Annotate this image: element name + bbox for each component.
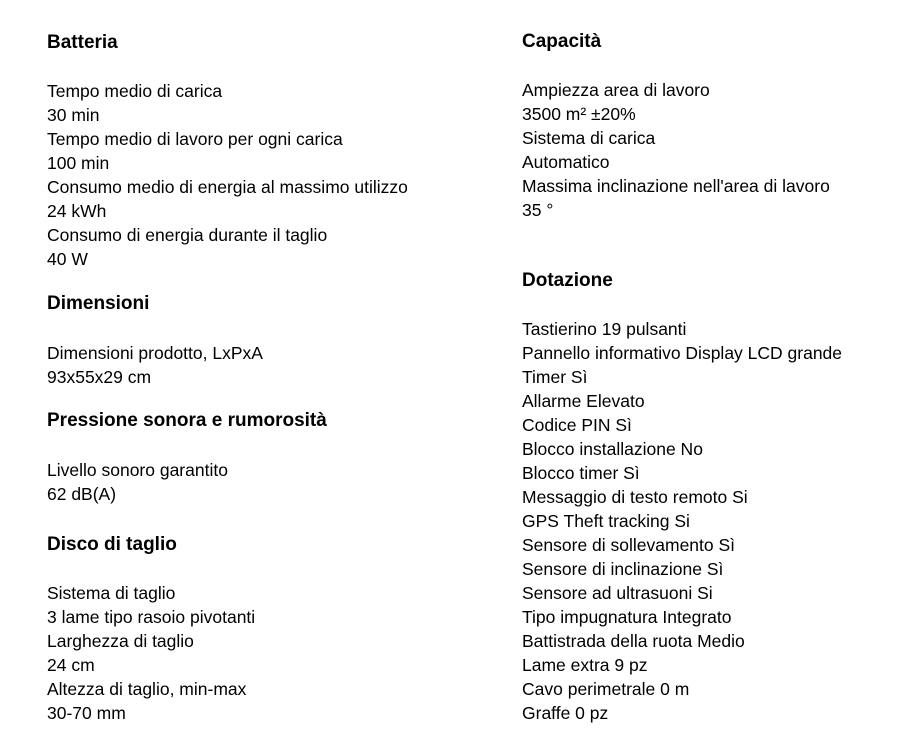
spec-line: 100 min — [47, 153, 110, 173]
spec-line: 93x55x29 cm — [47, 367, 152, 387]
spec-line: Messaggio di testo remoto Si — [522, 487, 748, 507]
spec-line: Timer Sì — [522, 367, 588, 387]
spec-line: Altezza di taglio, min-max — [47, 679, 247, 699]
spec-line: Massima inclinazione nell'area di lavoro — [522, 176, 830, 196]
spec-line: Sensore di sollevamento Sì — [522, 535, 736, 555]
spec-line: Blocco installazione No — [522, 439, 703, 459]
spec-line: 30 min — [47, 105, 100, 125]
spec-line: GPS Theft tracking Si — [522, 511, 690, 531]
spec-line: Sensore di inclinazione Sì — [522, 559, 724, 579]
section-title: Capacità — [522, 31, 602, 52]
section-title: Dimensioni — [47, 293, 150, 314]
spec-line: 35 ° — [522, 200, 554, 220]
spec-line: Cavo perimetrale 0 m — [522, 679, 690, 699]
spec-line: Tempo medio di lavoro per ogni carica — [47, 129, 343, 149]
spec-line: Automatico — [522, 152, 610, 172]
spec-line: 30-70 mm — [47, 703, 126, 723]
section-title: Dotazione — [522, 270, 613, 291]
spec-line: Consumo medio di energia al massimo utilizzo — [47, 177, 408, 197]
spec-line: Lame extra 9 pz — [522, 655, 648, 675]
spec-line: Graffe 0 pz — [522, 703, 609, 723]
spec-line: Codice PIN Sì — [522, 415, 632, 435]
spec-line: 24 cm — [47, 655, 95, 675]
spec-line: 24 kWh — [47, 201, 107, 221]
spec-line: Pannello informativo Display LCD grande — [522, 343, 843, 363]
section-title: Disco di taglio — [47, 534, 177, 555]
spec-line: Ampiezza area di lavoro — [522, 80, 710, 100]
spec-line: Blocco timer Sì — [522, 463, 640, 483]
spec-line: Livello sonoro garantito — [47, 460, 228, 480]
spec-line: 3 lame tipo rasoio pivotanti — [47, 607, 256, 627]
spec-line: Tempo medio di carica — [47, 81, 223, 101]
spec-line: Tipo impugnatura Integrato — [522, 607, 732, 627]
spec-line: Consumo di energia durante il taglio — [47, 225, 328, 245]
section-title: Batteria — [47, 32, 118, 53]
spec-line: 40 W — [47, 249, 88, 269]
section-title: Pressione sonora e rumorosità — [47, 410, 327, 431]
spec-line: Tastierino 19 pulsanti — [522, 319, 687, 339]
spec-line: Sistema di carica — [522, 128, 656, 148]
spec-line: Allarme Elevato — [522, 391, 645, 411]
spec-line: Sensore ad ultrasuoni Si — [522, 583, 713, 603]
spec-line: Dimensioni prodotto, LxPxA — [47, 343, 263, 363]
spec-line: 62 dB(A) — [47, 484, 117, 504]
spec-line: Larghezza di taglio — [47, 631, 194, 651]
spec-line: Battistrada della ruota Medio — [522, 631, 745, 651]
spec-line: Sistema di taglio — [47, 583, 176, 603]
spec-line: 3500 m² ±20% — [522, 104, 636, 124]
